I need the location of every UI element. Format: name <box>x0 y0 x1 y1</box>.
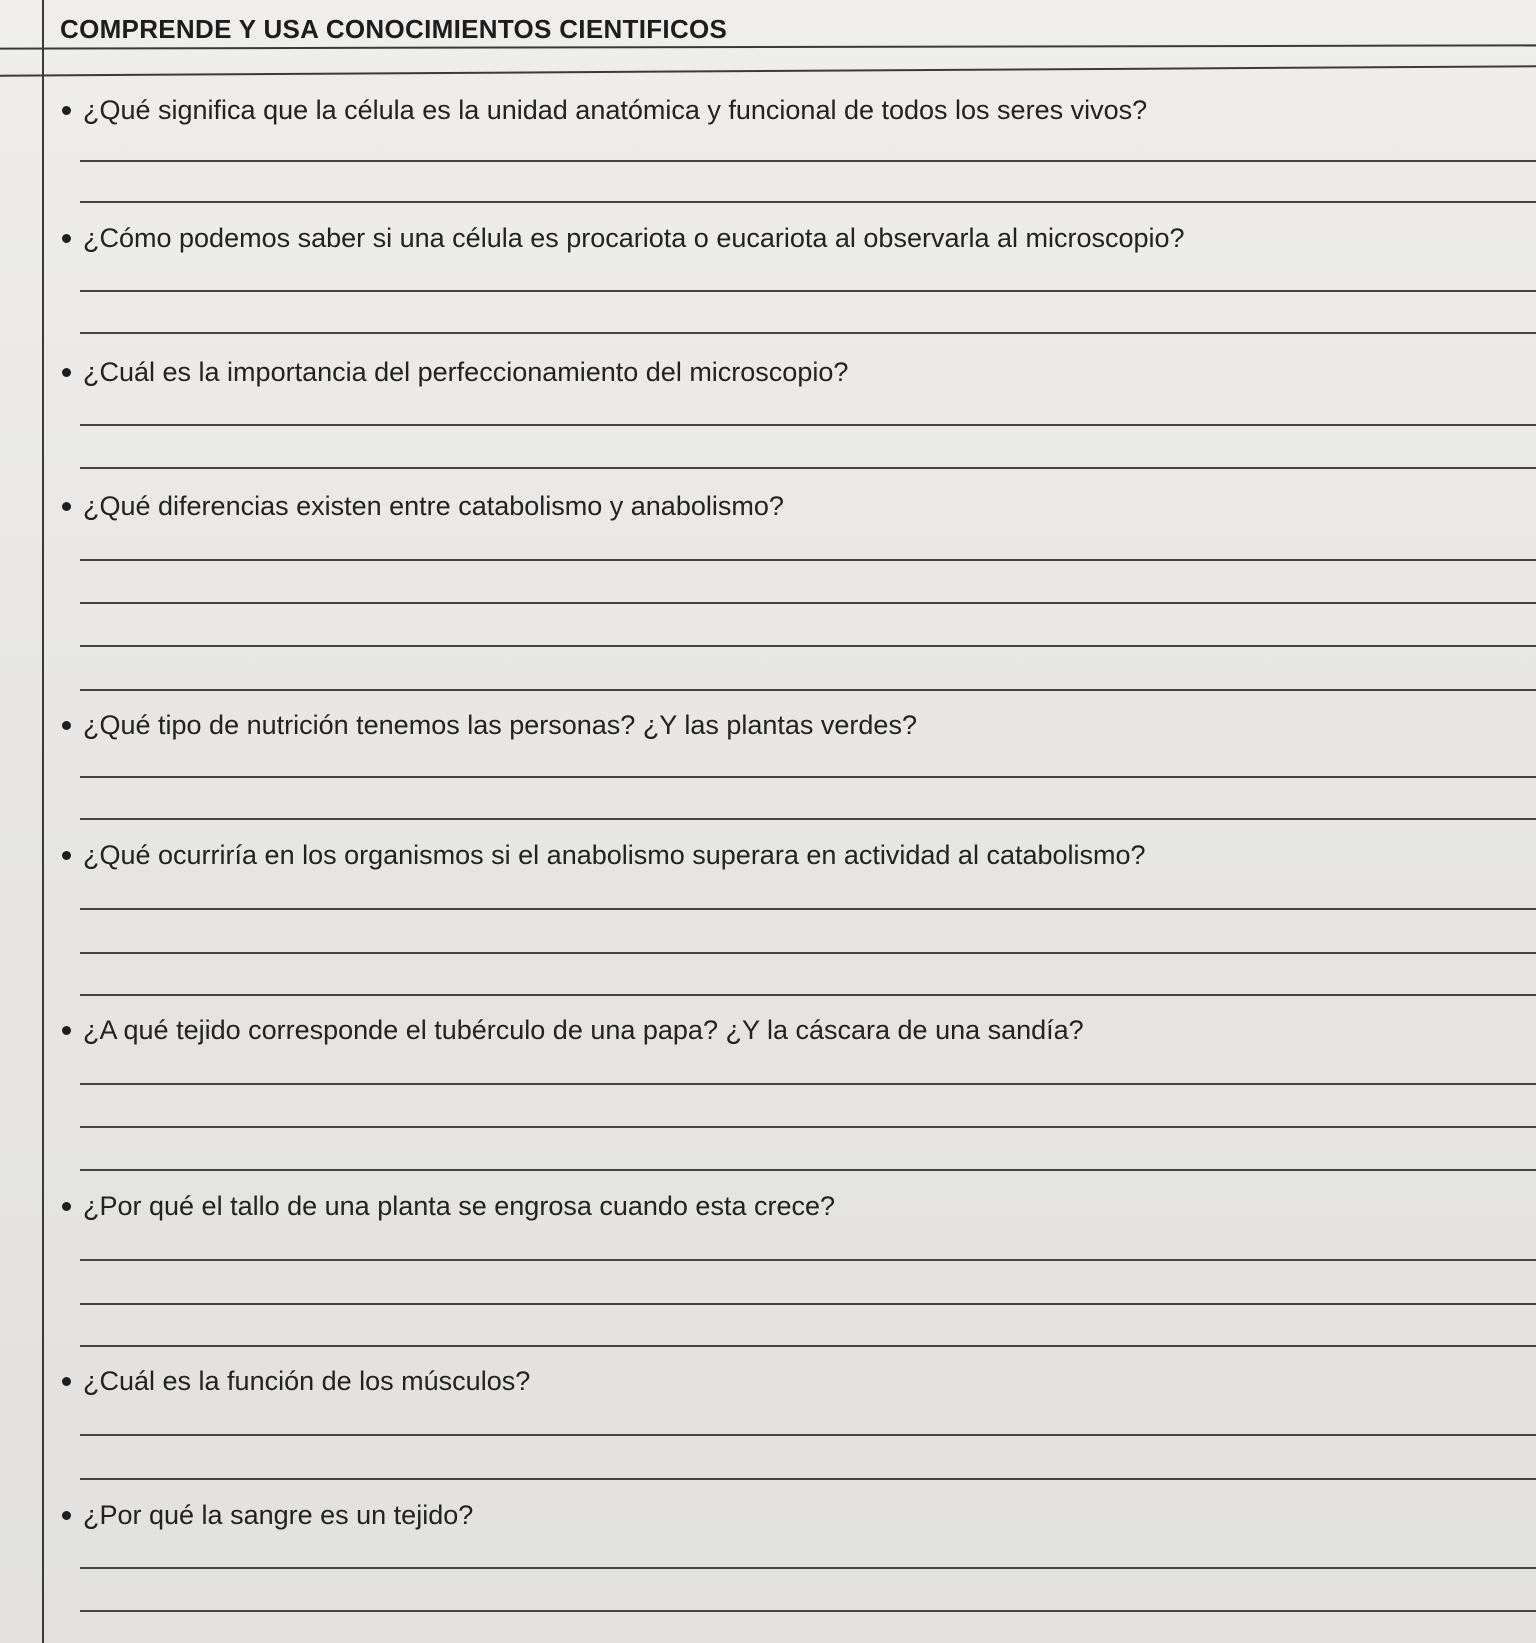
header-top-rule <box>0 44 1536 49</box>
question-text: ¿Cómo podemos saber si una célula es procariota o eucariota al observarla al microscopio? <box>83 223 1185 253</box>
bullet-icon <box>62 721 71 730</box>
question-item <box>62 840 1146 871</box>
question-text: ¿Qué significa que la célula es la unidad anatómica y funcional de todos los seres vivos? <box>83 95 1148 125</box>
question-item <box>62 1015 1084 1046</box>
answer-line[interactable] <box>80 424 1536 426</box>
answer-line[interactable] <box>80 952 1536 954</box>
bullet-icon <box>62 1511 71 1520</box>
worksheet-title: COMPRENDE Y USA CONOCIMIENTOS CIENTIFICOS <box>60 14 728 44</box>
answer-line[interactable] <box>80 1567 1536 1569</box>
answer-line[interactable] <box>80 559 1536 561</box>
answer-line[interactable] <box>80 994 1536 996</box>
left-margin-rule <box>42 0 44 1643</box>
question-text: ¿A qué tejido corresponde el tubérculo de una papa? ¿Y la cáscara de una sandía? <box>83 1015 1084 1045</box>
answer-line[interactable] <box>80 1610 1536 1612</box>
question-item <box>62 1191 835 1222</box>
answer-line[interactable] <box>80 332 1536 334</box>
question-text: ¿Por qué la sangre es un tejido? <box>83 1500 474 1530</box>
bullet-icon <box>62 502 71 511</box>
bullet-icon <box>62 1377 71 1386</box>
answer-line[interactable] <box>80 1345 1536 1347</box>
bullet-icon <box>62 1202 71 1211</box>
bullet-icon <box>62 368 71 377</box>
question-item <box>62 357 848 388</box>
answer-line[interactable] <box>80 201 1536 203</box>
answer-line[interactable] <box>80 160 1536 162</box>
answer-line[interactable] <box>80 1083 1536 1085</box>
answer-line[interactable] <box>80 290 1536 292</box>
question-text: ¿Por qué el tallo de una planta se engrosa cuando esta crece? <box>83 1191 836 1221</box>
answer-line[interactable] <box>80 818 1536 820</box>
question-item <box>62 491 784 522</box>
bullet-icon <box>62 106 71 115</box>
answer-line[interactable] <box>80 908 1536 910</box>
question-item <box>62 1500 473 1531</box>
question-item <box>62 1366 530 1397</box>
answer-line[interactable] <box>80 776 1536 778</box>
answer-line[interactable] <box>80 1259 1536 1261</box>
question-item <box>62 223 1185 254</box>
question-text: ¿Qué tipo de nutrición tenemos las personas? ¿Y las plantas verdes? <box>83 710 917 740</box>
question-text: ¿Cuál es la función de los músculos? <box>83 1366 531 1396</box>
header-bottom-rule <box>0 65 1536 76</box>
bullet-icon <box>62 234 71 243</box>
answer-line[interactable] <box>80 1478 1536 1480</box>
answer-line[interactable] <box>80 1126 1536 1128</box>
answer-line[interactable] <box>80 689 1536 691</box>
answer-line[interactable] <box>80 467 1536 469</box>
question-text: ¿Qué ocurriría en los organismos si el anabolismo superara en actividad al catabolismo? <box>83 840 1146 870</box>
answer-line[interactable] <box>80 645 1536 647</box>
question-item <box>62 710 917 741</box>
answer-line[interactable] <box>80 602 1536 604</box>
question-text: ¿Qué diferencias existen entre catabolismo y anabolismo? <box>83 491 784 521</box>
question-text: ¿Cuál es la importancia del perfeccionamiento del microscopio? <box>83 357 849 387</box>
question-item <box>62 95 1147 126</box>
bullet-icon <box>62 1026 71 1035</box>
bullet-icon <box>62 851 71 860</box>
answer-line[interactable] <box>80 1169 1536 1171</box>
answer-line[interactable] <box>80 1434 1536 1436</box>
answer-line[interactable] <box>80 1303 1536 1305</box>
